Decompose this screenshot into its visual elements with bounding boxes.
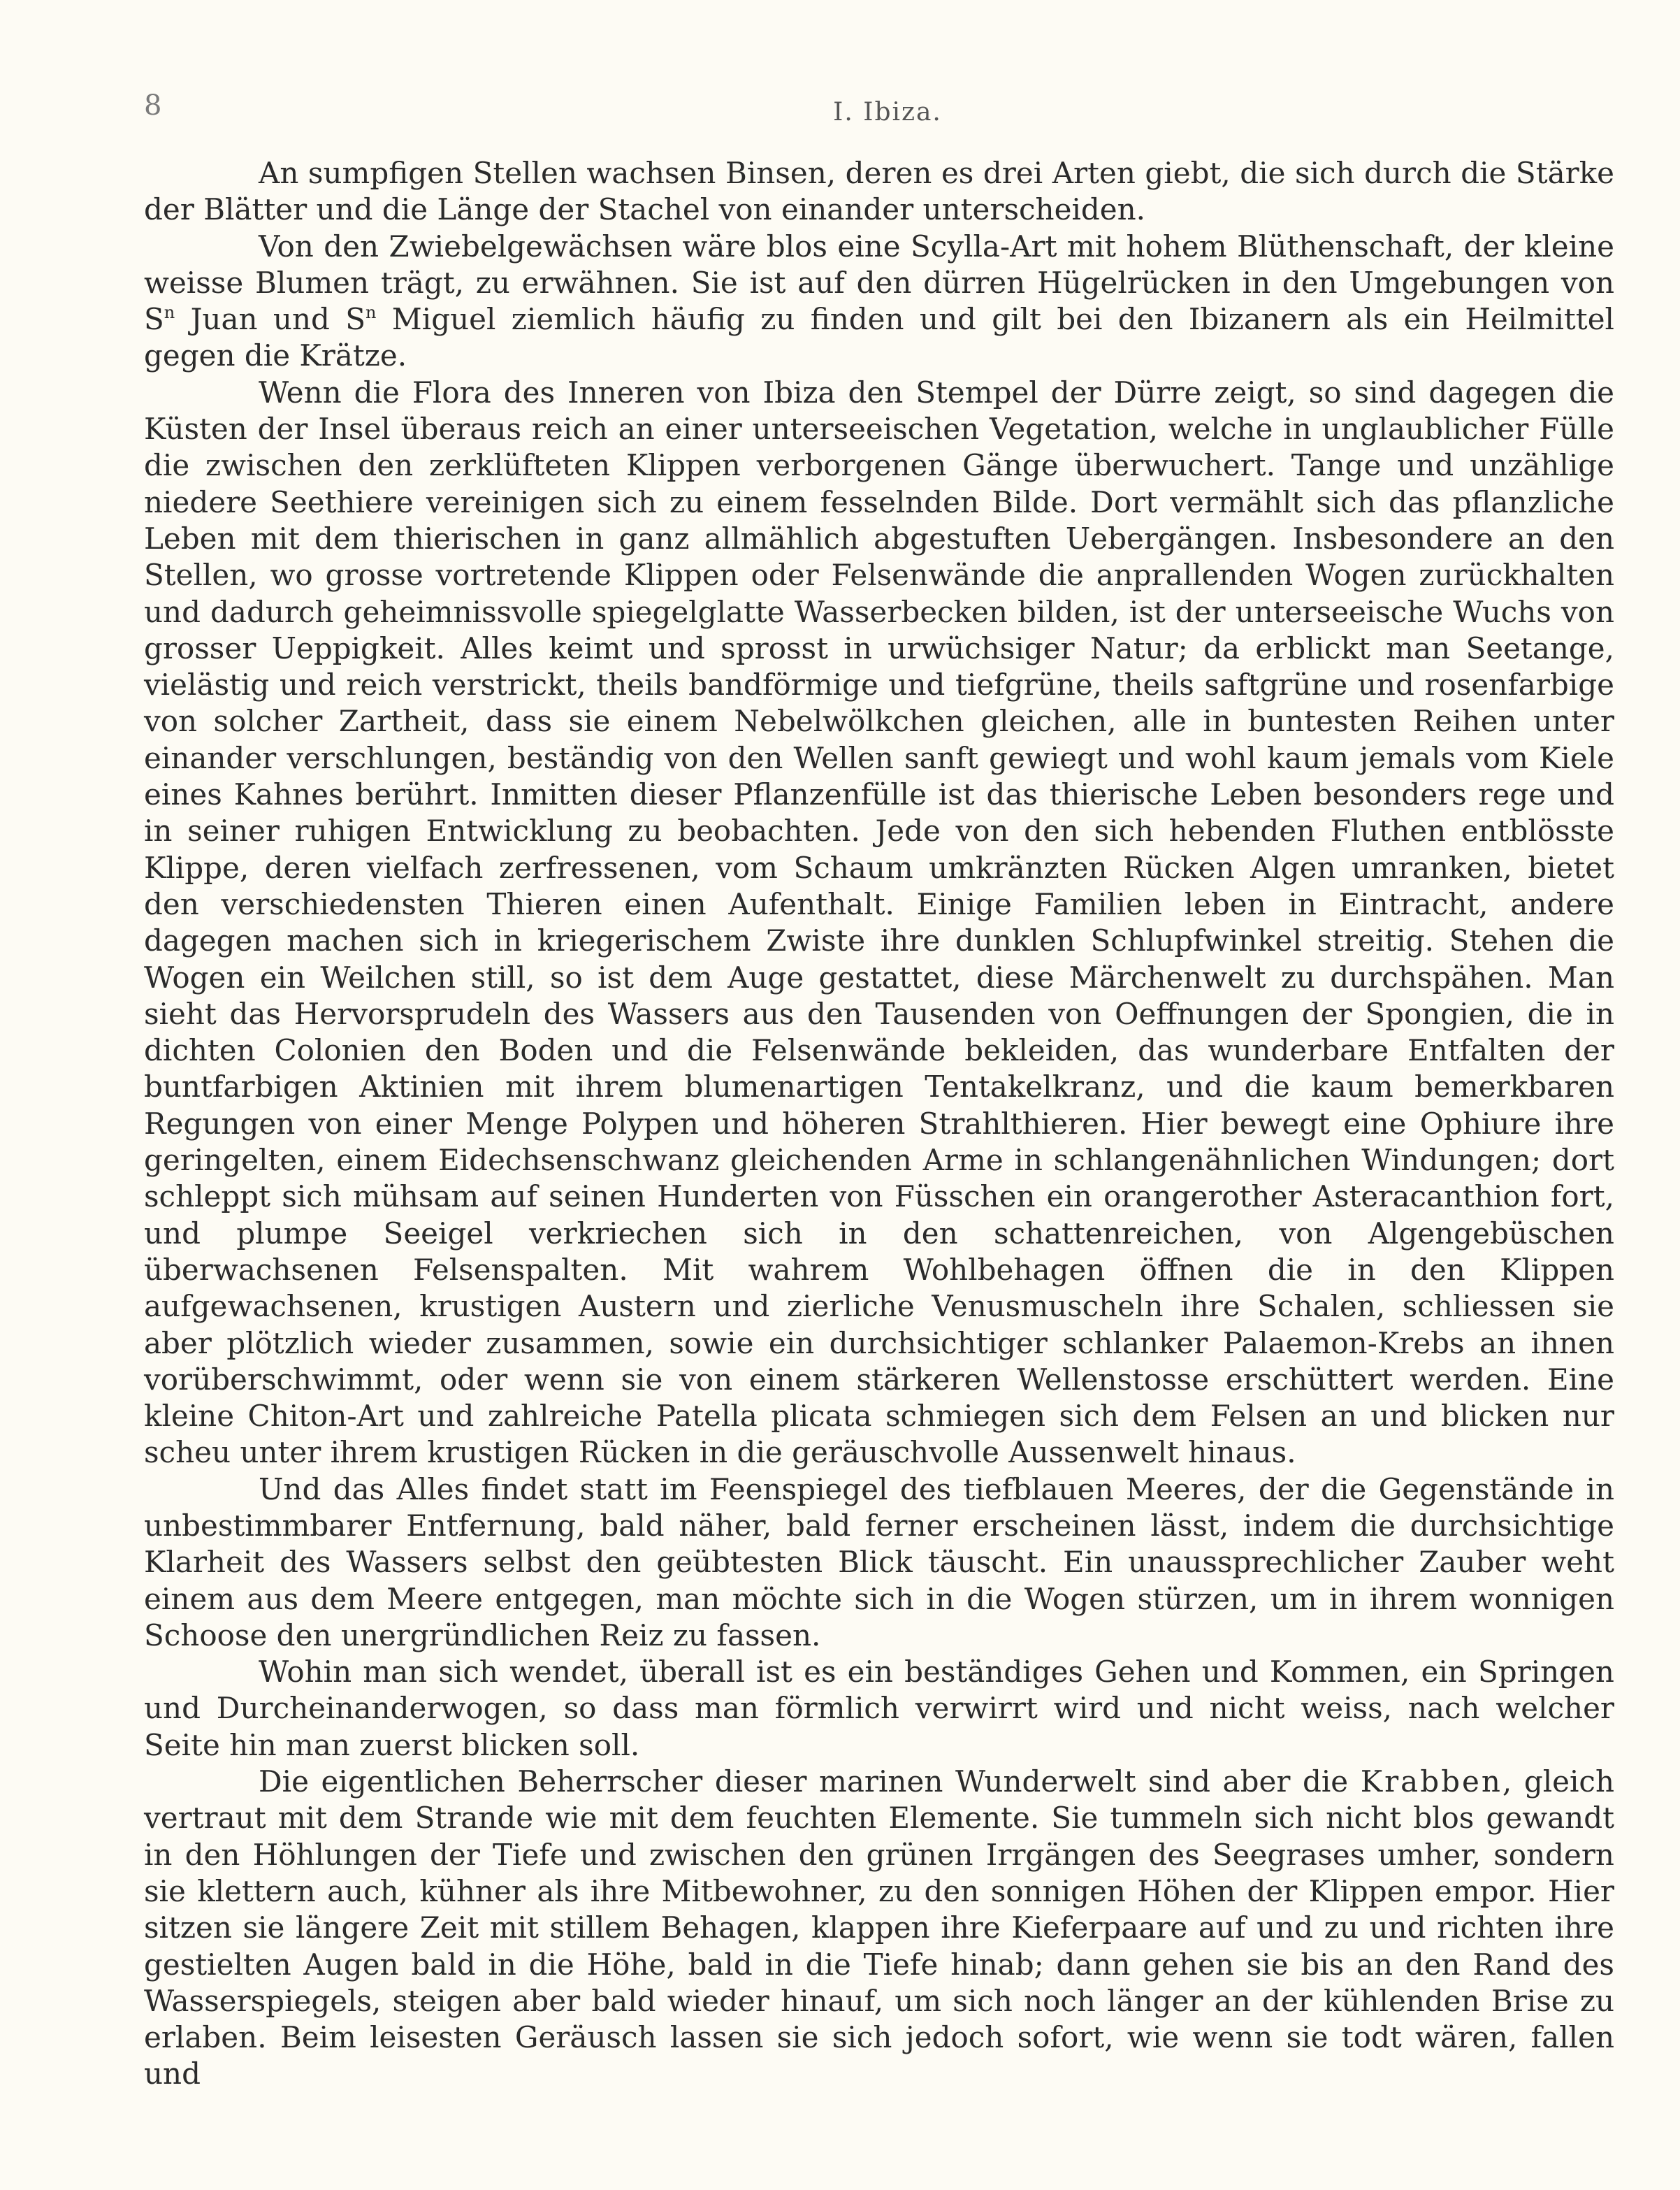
paragraph-motion: Wohin man sich wendet, überall ist es ein beständiges Gehen und Kommen, ein Springen und Durcheinanderwogen, so dass man förmlich verwirrt wird und nicht weiss, nach welcher Seite hin man zuerst blicken soll. [144, 1655, 1614, 1762]
paragraph-coastal-flora: Wenn die Flora des Inneren von Ibiza den Stempel der Dürre zeigt, so sind dagegen die Küsten der Insel überaus reich an einer unterseeischen Vegetation, welche in unglaublicher Fülle die zwischen den zerklüfteten Klippen verborgenen Gänge überwuchert. Tange und unzählige niedere Seethiere vereinigen sich zu einem fesselnden Bilde. Dort vermählt sich das pflanzliche Leben mit dem thierischen in ganz allmählich abgestuften Uebergängen. Insbesondere an den Stellen, wo grosse vortretende Klippen oder Felsenwände die anprallenden Wogen zurückhalten und dadurch geheimnissvolle spiegelglatte Wasserbecken bilden, ist der unterseeische Wuchs von grosser Ueppigkeit. Alles keimt und sprosst in urwüchsiger Natur; da erblickt man Seetange, vielästig und reich verstrickt, theils bandförmige und tiefgrüne, theils saftgrüne und rosenfarbige von solcher Zartheit, dass sie einem Nebelwölkchen gleichen, alle in buntesten Reihen unter einander verschlungen, beständig von den Wellen sanft gewiegt und wohl kaum jemals vom Kiele eines Kahnes berührt. Inmitten dieser Pflanzenfülle ist das thierische Leben besonders rege und in seiner ruhigen Entwicklung zu beobachten. Jede von den sich hebenden Fluthen entblösste Klippe, deren vielfach zerfressenen, vom Schaum umkränzten Rücken Algen umranken, bietet den verschiedensten Thieren einen Aufenthalt. Einige Familien leben in Eintracht, andere dagegen machen sich in kriegerischem Zwiste ihre dunklen Schlupfwinkel streitig. Stehen die Wogen ein Weilchen still, so ist dem Auge gestattet, diese Märchenwelt zu durchspähen. Man sieht das Hervorsprudeln des Wassers aus den Tausenden von Oeffnungen der Spongien, die in dichten Colonien den Boden und die Felsenwände bekleiden, das wunderbare Entfalten der buntfarbigen Aktinien mit ihrem blumenartigen Tentakelkranz, und die kaum bemerkbaren Regungen von einer Menge Polypen und höheren Strahlthieren. Hier bewegt eine Ophiure ihre geringelten, einem Eidechsenschwanz gleichenden Arme in schlangenähnlichen Windungen; dort schleppt sich mühsam auf seinen Hunderten von Füsschen ein orangerother Asteracanthion fort, und plumpe Seeigel verkriechen sich in den schattenreichen, von Algengebüschen überwachsenen Felsenspalten. Mit wahrem Wohlbehagen öffnen die in den Klippen aufgewachsenen, krustigen Austern und zierliche Venusmuscheln ihre Schalen, schliessen sie aber plötzlich wieder zusammen, sowie ein durchsichtiger schlanker Palaemon-Krebs an ihnen vorüberschwimmt, oder wenn sie von einem stärkeren Wellenstosse erschüttert werden. Eine kleine Chiton-Art und zahlreiche Patella plicata schmiegen sich dem Felsen an und blicken nur scheu unter ihrem krustigen Rücken in die geräuschvolle Aussenwelt hinaus. [144, 375, 1614, 1470]
emphasized-word: Krabben [1360, 1764, 1502, 1799]
paragraph-text: Die eigentlichen Beherrscher dieser marinen Wunderwelt sind aber die [259, 1764, 1361, 1799]
superscript: n [365, 303, 377, 323]
running-title: I. Ibiza. [833, 98, 942, 127]
paragraph-text: Miguel ziemlich häufig zu finden und gilt bei den Ibizanern als ein Heilmittel gegen die Krätze. [144, 302, 1614, 373]
body-text [144, 155, 1614, 2093]
superscript: n [164, 303, 175, 323]
paragraph-sea-mirror: Und das Alles findet statt im Feenspiegel des tiefblauen Meeres, der die Gegenstände in unbestimmbarer Entfernung, bald näher, bald ferner erscheinen lässt, indem die durchsichtige Klarheit des Wassers selbst den geübtesten Blick täuscht. Ein unaussprechlicher Zauber weht einem aus dem Meere entgegen, man möchte sich in die Wogen stürzen, um in ihrem wonnigen Schoose den unergründlichen Reiz zu fassen. [144, 1471, 1614, 1652]
paragraph-text: Juan und S [175, 302, 365, 337]
paragraph-text: Von den Zwiebelgewächsen wäre blos eine Scylla-Art mit hohem Blüthenschaft, der kleine weisse Blumen trägt, zu erwähnen. Sie ist auf den dürren Hügelrücken in den Umgebungen von S [144, 229, 1614, 337]
paragraph-crabs [144, 1764, 1614, 2093]
paragraph-text: , gleich vertraut mit dem Strande wie mit dem feuchten Elemente. Sie tummeln sich nicht blos gewandt in den Höhlungen der Tiefe und zwischen den grünen Irrgängen des Seegrases umher, sondern sie klettern auch, kühner als ihre Mitbewohner, zu den sonnigen Höhen der Klippen empor. Hier sitzen sie längere Zeit mit stillem Behagen, klappen ihre Kieferpaare auf und zu und richten ihre gestielten Augen bald in die Höhe, bald in die Tiefe hinab; dann gehen sie bis an den Rand des Wasserspiegels, steigen aber bald wieder hinauf, um sich noch länger an der kühlenden Brise zu erlaben. Beim leisesten Geräusch lassen sie sich jedoch sofort, wie wenn sie todt wären, fallen und [144, 1764, 1614, 2091]
paragraph-rushes: An sumpfigen Stellen wachsen Binsen, deren es drei Arten giebt, die sich durch die Stärke der Blätter und die Länge der Stachel von einander unterscheiden. [144, 156, 1614, 227]
page-number: 8 [144, 89, 162, 122]
paragraph-scylla [144, 229, 1614, 375]
